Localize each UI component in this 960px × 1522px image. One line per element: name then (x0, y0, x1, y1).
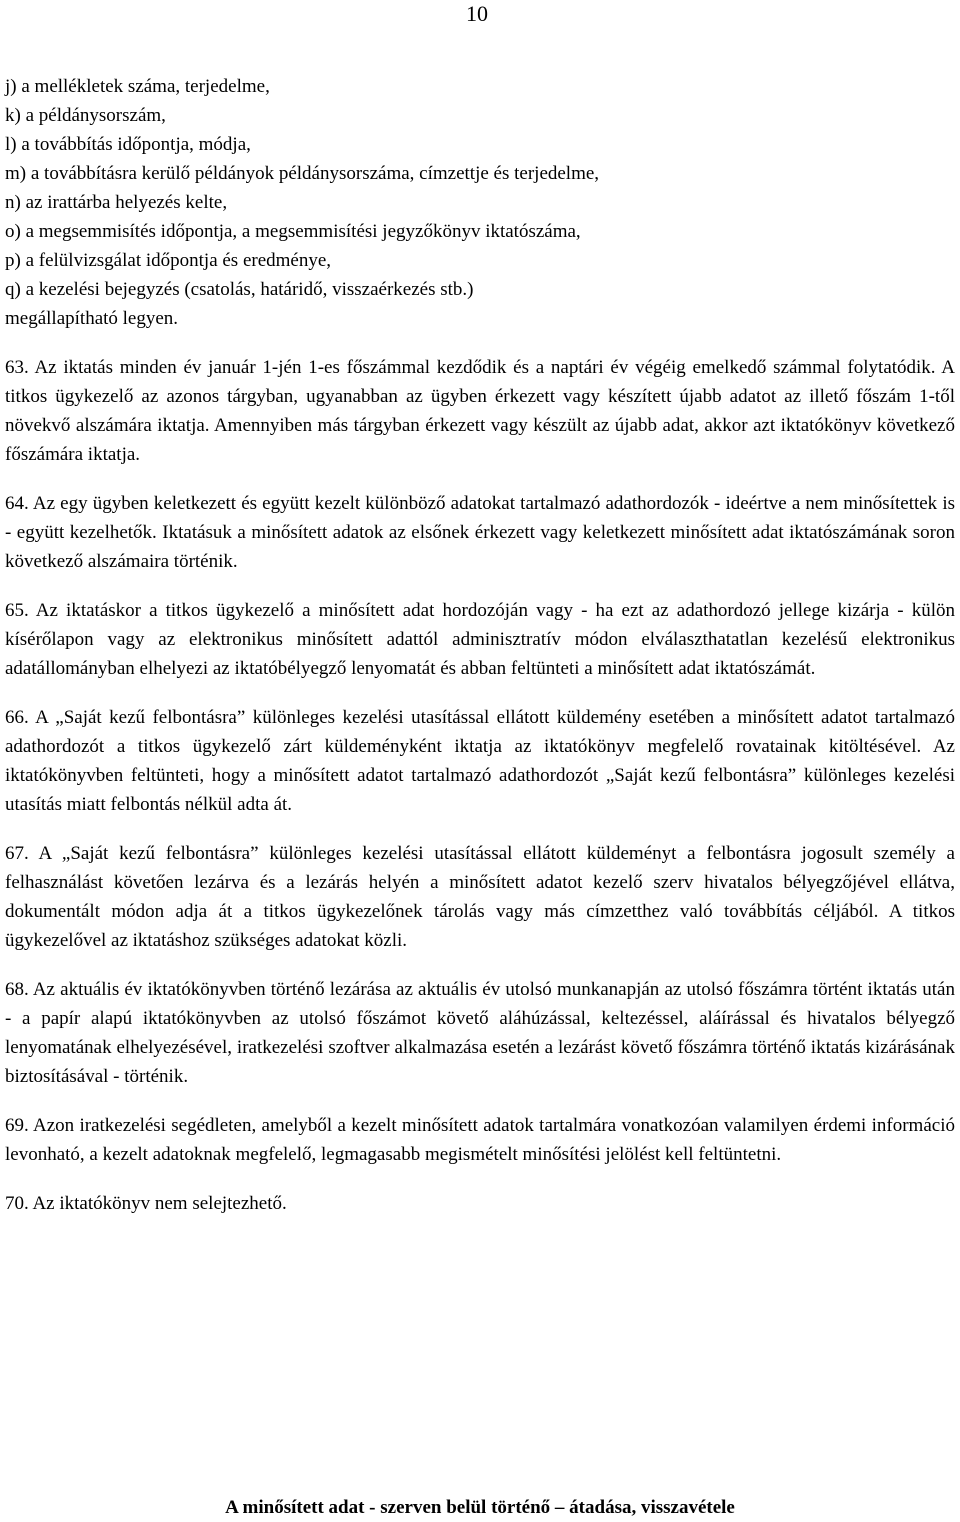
list-item: k) a példánysorszám, (5, 105, 166, 126)
paragraph-68: 68. Az aktuális év iktatókönyvben történő lezárása az aktuális év utolsó munkanapján az utolsó főszámra történt iktatás után - a papír alapú iktatókönyvben az utolsó főszámot követő aláhúzással, keltezéssel, aláírással és hivatalos bélyegző lenyomatának elhelyezésével, iratkezelési szoftver alkalmazása esetén a lezárást követő főszámra történő iktatás kizárásának biztosításával - történik. (5, 979, 955, 1087)
paragraph-63: 63. Az iktatás minden év január 1-jén 1-es főszámmal kezdődik és a naptári év végéig emelkedő számmal folytatódik. A titkos ügykezelő az azonos tárgyban, ugyanabban az ügyben érkezett vagy készített újabb adatot az illető főszám 1-től növekvő alszámára iktatja. Amennyiben más tárgyban érkezett vagy készült az újabb adat, akkor azt iktatókönyv következő főszámára iktatja. (5, 357, 955, 465)
section-heading: A minősített adat - szerven belül történő – átadása, visszavétele (225, 1497, 735, 1518)
paragraph-65: 65. Az iktatáskor a titkos ügykezelő a minősített adat hordozóján vagy - ha ezt az adathordozó jellege kizárja - külön kísérőlapon vagy az elektronikus minősített adattól adminisztratív módon elválaszthatatlan kezelésű elektronikus adatállományban elhelyezi az iktatóbélyegző lenyomatát és abban feltünteti a minősített adat iktatószámát. (5, 600, 955, 679)
paragraph-67: 67. A „Saját kezű felbontásra” különleges kezelési utasítással ellátott küldeményt a felbontásra jogosult személy a felhasználást követően lezárva és a lezárás helyén a minősített adatot kezelő szerv hivatalos bélyegzőjével ellátva, dokumentált módon adja át a titkos ügykezelőnek tárolás vagy más címzetthez való továbbítás céljából. A titkos ügykezelővel az iktatáshoz szükséges adatokat közli. (5, 843, 955, 951)
list-item: m) a továbbításra kerülő példányok példánysorszáma, címzettje és terjedelme, (5, 163, 600, 184)
list-item: l) a továbbítás időpontja, módja, (5, 134, 251, 155)
list-item: j) a mellékletek száma, terjedelme, (5, 76, 270, 97)
list-closing: megállapítható legyen. (5, 308, 179, 329)
list-item: o) a megsemmisítés időpontja, a megsemmisítési jegyzőkönyv iktatószáma, (5, 221, 581, 242)
field-list (5, 72, 955, 333)
document-body (5, 72, 955, 1218)
page-number: 10 (466, 1, 488, 26)
list-item: n) az irattárba helyezés kelte, (5, 192, 228, 213)
paragraph-70: 70. Az iktatókönyv nem selejtezhető. (5, 1193, 287, 1214)
list-item: q) a kezelési bejegyzés (csatolás, határidő, visszaérkezés stb.) (5, 279, 474, 300)
paragraph-69: 69. Azon iratkezelési segédleten, amelyből a kezelt minősített adatok tartalmára vonatkozóan valamilyen érdemi információ levonható, a kezelt adatoknak megfelelő, legmagasabb megismételt minősítési jelölést kell feltüntetni. (5, 1115, 955, 1165)
list-item: p) a felülvizsgálat időpontja és eredménye, (5, 250, 332, 271)
paragraph-66: 66. A „Saját kezű felbontásra” különleges kezelési utasítással ellátott küldemény esetében a minősített adatot tartalmazó adathordozót a titkos ügykezelő zárt küldeményként iktatja az iktatókönyv megfelelő rovatainak kitöltésével. Az iktatókönyvben feltünteti, hogy a minősített adatot tartalmazó adathordozót „Saját kezű felbontásra” különleges kezelési utasítás miatt felbontás nélkül adta át. (5, 707, 955, 815)
paragraph-64: 64. Az egy ügyben keletkezett és együtt kezelt különböző adatokat tartalmazó adathordozók - ideértve a nem minősítettek is - együtt kezelhetők. Iktatásuk a minősített adatok az elsőnek érkezett vagy keletkezett minősített adat iktatószámának soron következő alszámaira történik. (5, 493, 955, 572)
